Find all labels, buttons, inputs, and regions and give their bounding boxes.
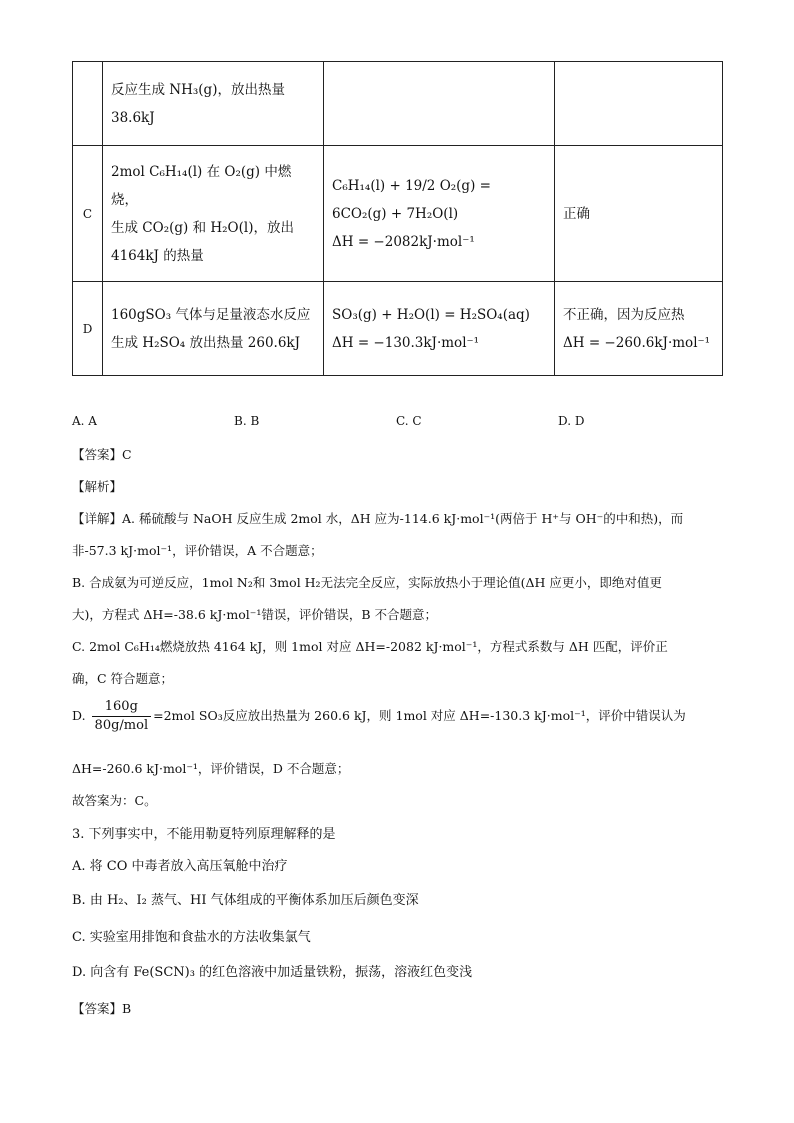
detail-conclusion: 故答案为：C。 [72, 793, 157, 808]
detail-tag: 【详解】 [72, 511, 123, 526]
choice-a: A. A [72, 414, 97, 428]
choice-d: D. D [558, 414, 585, 428]
detail-line-d2: ΔH=-260.6 kJ·mol⁻¹，评价错误，D 不合题意； [72, 761, 350, 776]
choice-b: B. B [234, 414, 260, 428]
row-evaluation [555, 62, 723, 146]
detail-line-b2: 大)，方程式 ΔH=-38.6 kJ·mol⁻¹错误，评价错误，B 不合题意； [72, 607, 437, 622]
question3-option-d: D. 向含有 Fe(SCN)₃ 的红色溶液中加适量铁粉，振荡，溶液红色变浅 [72, 965, 473, 980]
analysis-tag: 【解析】 [72, 479, 123, 494]
detail-d-prefix: D. [72, 708, 86, 723]
question3-stem: 3. 下列事实中，不能用勒夏特列原理解释的是 [72, 827, 336, 842]
row-equation: SO₃(g) + H₂O(l) = H₂SO₄(aq) ΔH = −130.3kJ·mol⁻¹ [324, 282, 555, 376]
row-evaluation: 不正确，因为反应热 ΔH = −260.6kJ·mol⁻¹ [555, 282, 723, 376]
detail-line-a2: 非-57.3 kJ·mol⁻¹，评价错误，A 不合题意； [72, 543, 323, 558]
answer-tag: 【答案】 [72, 447, 123, 462]
answer-choices [72, 414, 722, 432]
question3-answer-tag: 【答案】 [72, 1001, 123, 1016]
detail-line-c1: C. 2mol C₆H₁₄燃烧放热 4164 kJ，则 1mol 对应 ΔH=-2082 kJ·mol⁻¹，方程式系数与 ΔH 匹配，评价正 [72, 639, 668, 654]
question3-option-c: C. 实验室用排饱和食盐水的方法收集氯气 [72, 930, 311, 945]
row-label: D [73, 282, 103, 376]
question3-answer-value: B [122, 1001, 132, 1016]
answer-line [72, 445, 132, 463]
row-description: 160gSO₃ 气体与足量液态水反应 生成 H₂SO₄ 放出热量 260.6kJ [103, 282, 324, 376]
detail-text: A. 稀硫酸与 NaOH 反应生成 2mol 水，ΔH 应为-114.6 kJ·mol⁻¹(两倍于 H⁺与 OH⁻的中和热)，而 [122, 511, 684, 526]
detail-line-a1 [72, 509, 683, 527]
answer-value: C [122, 447, 132, 462]
molar-fraction [92, 698, 152, 735]
fraction-denominator: 80g/mol [94, 718, 149, 733]
row-evaluation: 正确 [555, 146, 723, 282]
table-row [73, 62, 723, 146]
row-equation: C₆H₁₄(l) + 19/2 O₂(g) = 6CO₂(g) + 7H₂O(l) ΔH = −2082kJ·mol⁻¹ [324, 146, 555, 282]
row-label [73, 62, 103, 146]
detail-line-d1 [72, 698, 686, 735]
question-table [72, 61, 723, 376]
question3-answer-line [72, 999, 131, 1017]
choice-c: C. C [396, 414, 422, 428]
detail-line-b1: B. 合成氨为可逆反应，1mol N₂和 3mol H₂无法完全反应，实际放热小于理论值(ΔH 应更小，即绝对值更 [72, 575, 662, 590]
row-description: 反应生成 NH₃(g)，放出热量 38.6kJ [103, 62, 324, 146]
table-row [73, 146, 723, 282]
question3-option-a: A. 将 CO 中毒者放入高压氧舱中治疗 [72, 859, 288, 874]
fraction-numerator: 160g [92, 698, 152, 717]
detail-line-c2: 确，C 符合题意； [72, 671, 174, 686]
question3-option-b: B. 由 H₂、I₂ 蒸气、HI 气体组成的平衡体系加压后颜色变深 [72, 893, 419, 908]
row-label: C [73, 146, 103, 282]
detail-d-text: =2mol SO₃反应放出热量为 260.6 kJ，则 1mol 对应 ΔH=-130.3 kJ·mol⁻¹，评价中错误认为 [153, 708, 686, 723]
row-equation [324, 62, 555, 146]
table-row [73, 282, 723, 376]
row-description: 2mol C₆H₁₄(l) 在 O₂(g) 中燃烧， 生成 CO₂(g) 和 H₂O(l)，放出 4164kJ 的热量 [103, 146, 324, 282]
